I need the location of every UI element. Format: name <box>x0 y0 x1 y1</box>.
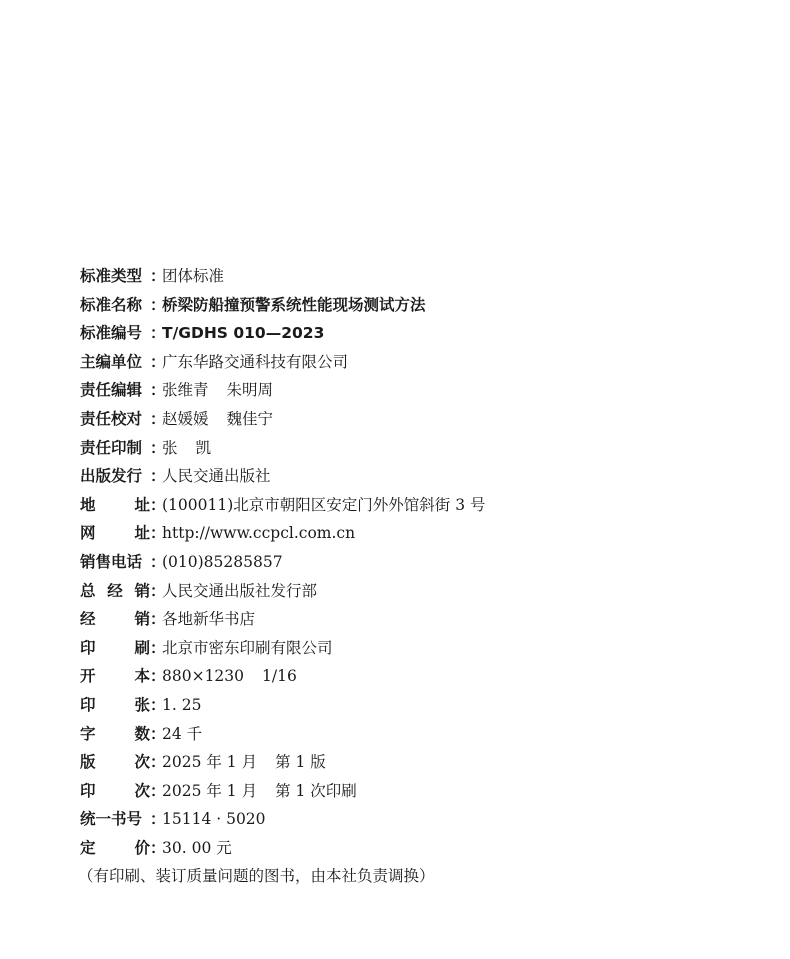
distributor-value: 各地新华书店 <box>162 610 256 629</box>
book-number-row <box>80 805 770 834</box>
book-number-value: 15114 · 5020 <box>162 810 266 829</box>
price-label: 定 价 <box>80 838 150 857</box>
price-value: 30. 00 元 <box>162 838 232 857</box>
sales-phone-label: 销售电话 <box>80 552 143 571</box>
printing-value <box>162 777 357 806</box>
address-row <box>80 491 770 520</box>
edition-date: 2025 年 1 月 <box>162 753 258 772</box>
separator: ： <box>150 438 166 457</box>
separator: ： <box>150 838 166 857</box>
separator: ： <box>150 352 166 371</box>
separator: ： <box>150 467 166 486</box>
separator: ： <box>150 610 166 629</box>
printing-label: 印 次 <box>80 781 150 800</box>
website-label: 网 址 <box>80 524 150 543</box>
price-row <box>80 834 770 863</box>
printed-sheets-label: 印 张 <box>80 695 150 714</box>
separator: ： <box>150 524 166 543</box>
format-value <box>162 662 297 691</box>
separator: ： <box>150 381 166 400</box>
printing-row <box>80 777 770 806</box>
word-count-row <box>80 720 770 749</box>
separator: ： <box>150 409 166 428</box>
separator: ： <box>150 667 166 686</box>
standard-type-label: 标准类型 <box>80 267 143 285</box>
printer-label: 印 刷 <box>80 638 150 657</box>
distributor-row <box>80 605 770 634</box>
standard-type-row <box>80 262 770 291</box>
printing-number: 第 1 次印刷 <box>275 781 357 800</box>
word-count-label: 字 数 <box>80 724 150 743</box>
address-label: 地 址 <box>80 495 150 514</box>
proofreader-row <box>80 405 770 434</box>
edition-value <box>162 748 326 777</box>
chief-editor-unit-label: 主编单位 <box>80 352 143 371</box>
publisher-row <box>80 462 770 491</box>
quality-note: （有印刷、装订质量问题的图书，由本社负责调换） <box>78 867 435 886</box>
sales-phone-row <box>80 548 770 577</box>
separator: ： <box>150 695 166 714</box>
standard-number-value: T/GDHS 010—2023 <box>162 324 325 343</box>
separator: ： <box>150 724 166 743</box>
proofreader-name-1: 赵媛媛 <box>162 409 209 428</box>
proofreader-label: 责任校对 <box>80 409 143 428</box>
edition-label: 版 次 <box>80 753 150 772</box>
chief-editor-unit-value: 广东华路交通科技有限公司 <box>162 352 349 371</box>
printer-row <box>80 634 770 663</box>
printing-date: 2025 年 1 月 <box>162 781 258 800</box>
printed-sheets-row <box>80 691 770 720</box>
general-distributor-label: 总 经 销 <box>80 581 150 600</box>
format-label: 开 本 <box>80 667 150 686</box>
publisher-value: 人民交通出版社 <box>162 467 271 486</box>
print-supervisor-value <box>162 434 211 463</box>
standard-type-value: 团体标准 <box>162 267 225 285</box>
standard-name-row <box>80 291 770 320</box>
separator: ： <box>150 638 166 657</box>
separator: ： <box>150 324 166 343</box>
editor-name-2: 朱明周 <box>226 381 274 400</box>
format-fraction: 1/16 <box>262 667 297 686</box>
edition-row <box>80 748 770 777</box>
distributor-label: 经 销 <box>80 610 150 629</box>
separator: ： <box>150 581 166 600</box>
publisher-label: 出版发行 <box>80 467 143 486</box>
edition-number: 第 1 版 <box>275 753 326 772</box>
separator: ： <box>150 781 166 800</box>
printed-sheets-value: 1. 25 <box>162 695 202 714</box>
responsible-editor-row <box>80 376 770 405</box>
general-distributor-value: 人民交通出版社发行部 <box>162 581 318 600</box>
print-supervisor-row <box>80 434 770 463</box>
standard-number-label: 标准编号 <box>80 324 143 343</box>
separator: ： <box>150 753 166 772</box>
website-value: http://www.ccpcl.com.cn <box>162 524 356 543</box>
printer-value: 北京市密东印刷有限公司 <box>162 638 333 657</box>
supervisor-name-part-1: 张 <box>162 438 178 457</box>
proofreader-name-2: 魏佳宁 <box>226 409 274 428</box>
standard-name-label: 标准名称 <box>80 295 143 314</box>
supervisor-name-part-2: 凯 <box>195 438 212 457</box>
colophon-block <box>80 262 770 891</box>
paper-size: 880×1230 <box>162 667 245 686</box>
format-row <box>80 662 770 691</box>
separator: ： <box>150 495 166 514</box>
website-row <box>80 519 770 548</box>
print-supervisor-label: 责任印制 <box>80 438 143 457</box>
separator: ： <box>150 552 166 571</box>
address-value: (100011)北京市朝阳区安定门外外馆斜街 3 号 <box>162 495 486 514</box>
sales-phone-value: (010)85285857 <box>162 552 283 571</box>
proofreader-value <box>162 405 273 434</box>
separator: ： <box>150 295 166 314</box>
chief-editor-unit-row <box>80 348 770 377</box>
standard-number-row <box>80 319 770 348</box>
general-distributor-row <box>80 577 770 606</box>
editor-name-1: 张维青 <box>162 381 209 400</box>
word-count-value: 24 千 <box>162 724 203 743</box>
separator: ： <box>150 810 166 829</box>
book-number-label: 统一书号 <box>80 810 143 829</box>
standard-name-value: 桥梁防船撞预警系统性能现场测试方法 <box>162 295 426 314</box>
separator: ： <box>150 267 166 285</box>
responsible-editor-value <box>162 376 273 405</box>
responsible-editor-label: 责任编辑 <box>80 381 143 400</box>
